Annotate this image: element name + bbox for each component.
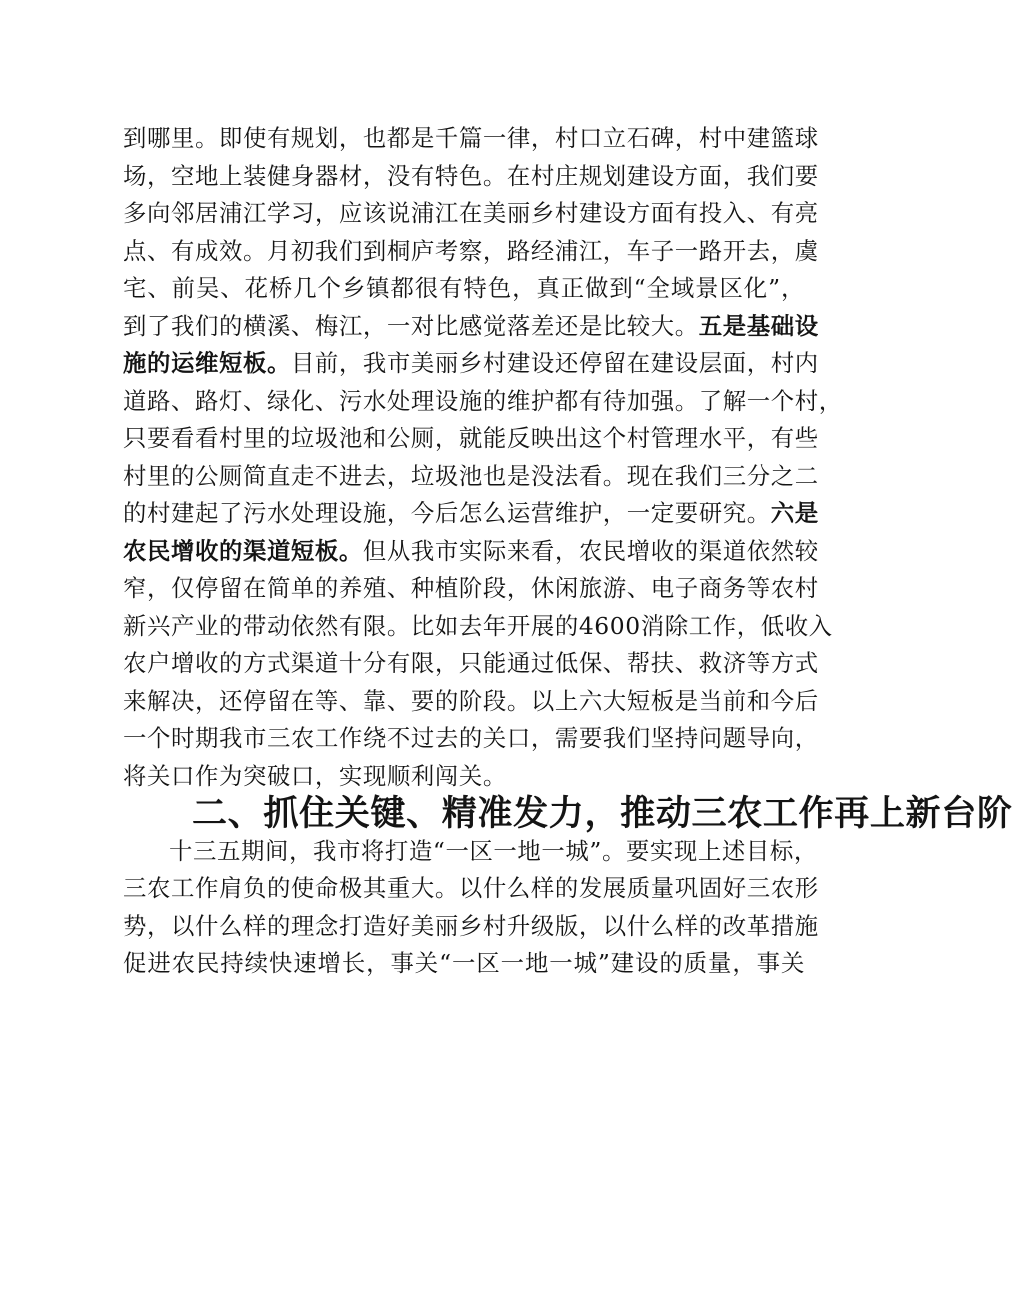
text-line: 十三五期间，我市将打造“一区一地一城”。要实现上述目标， xyxy=(169,836,818,865)
body-text xyxy=(123,120,1013,983)
text-line: 一个时期我市三农工作绕不过去的关口，需要我们坚持问题导向， xyxy=(123,724,819,752)
paragraph-shortboards xyxy=(123,120,843,795)
text-run: 的村建起了污水处理设施，今后怎么运营维护，一定要研究。 xyxy=(123,499,771,527)
text-line: 势，以什么样的理念打造好美丽乡村升级版，以什么样的改革措施 xyxy=(123,911,819,940)
text-line: 将关口作为突破口，实现顺利闯关。 xyxy=(123,761,507,790)
text-line: 道路、路灯、绿化、污水处理设施的维护都有待加强。了解一个村， xyxy=(123,386,843,415)
text-line: 点、有成效。月初我们到桐庐考察，路经浦江，车子一路开去，虞 xyxy=(123,236,819,265)
text-line: 多向邻居浦江学习，应该说浦江在美丽乡村建设方面有投入、有亮 xyxy=(123,199,819,227)
section-heading: 二、抓住关键、精准发力，推动三农工作再上新台阶 xyxy=(192,793,1013,834)
paragraph-key-efforts xyxy=(123,833,819,983)
text-line: 场，空地上装健身器材，没有特色。在村庄规划建设方面，我们要 xyxy=(123,161,819,190)
text-run: 目前，我市美丽乡村建设还停留在建设层面，村内 xyxy=(290,349,819,377)
text-line: 窄，仅停留在简单的养殖、种植阶段，休闲旅游、电子商务等农村 xyxy=(123,574,819,602)
text-line xyxy=(123,345,819,383)
bold-run: 农民增收的渠道短板。 xyxy=(123,536,363,565)
text-line: 宅、前吴、花桥几个乡镇都很有特色，真正做到“全域景区化”， xyxy=(123,274,805,302)
text-line: 农户增收的方式渠道十分有限，只能通过低保、帮扶、救济等方式 xyxy=(123,649,819,677)
bold-run: 五是基础设 xyxy=(698,311,819,340)
bold-run: 六是 xyxy=(770,499,819,527)
text-line xyxy=(123,308,819,346)
text-line: 来解决，还停留在等、靠、要的阶段。以上六大短板是当前和今后 xyxy=(123,686,819,715)
text-run: 但从我市实际来看，农民增收的渠道依然较 xyxy=(362,536,819,565)
text-line: 到哪里。即使有规划，也都是千篇一律，村口立石碑，村中建篮球 xyxy=(123,124,819,152)
text-line xyxy=(123,495,819,533)
text-line xyxy=(123,533,819,571)
text-line: 新兴产业的带动依然有限。比如去年开展的4600消除工作，低收入 xyxy=(123,611,833,640)
text-line: 村里的公厕简直走不进去，垃圾池也是没法看。现在我们三分之二 xyxy=(123,461,819,490)
bold-run: 施的运维短板。 xyxy=(123,349,291,377)
text-line: 三农工作肩负的使命极其重大。以什么样的发展质量巩固好三农形 xyxy=(123,874,819,902)
text-run: 到了我们的横溪、梅江，一对比感觉落差还是比较大。 xyxy=(123,311,699,340)
text-line: 只要看看村里的垃圾池和公厕，就能反映出这个村管理水平，有些 xyxy=(123,424,819,452)
text-line: 促进农民持续快速增长，事关“一区一地一城”建设的质量，事关 xyxy=(123,949,805,977)
